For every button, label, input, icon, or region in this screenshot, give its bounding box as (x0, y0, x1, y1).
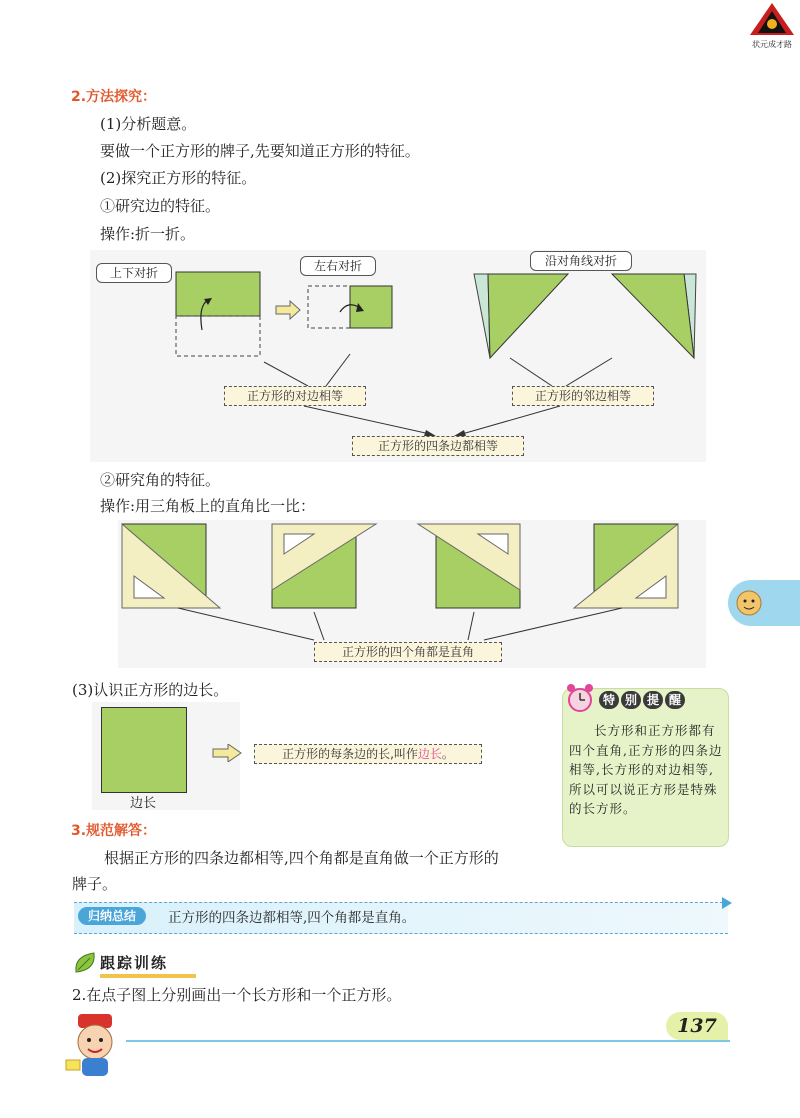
tip-title-char: 提 (643, 691, 663, 709)
tip-title-char: 特 (599, 691, 619, 709)
mascot-icon (64, 1010, 128, 1080)
alarm-clock-icon (565, 683, 595, 713)
publisher-logo (748, 2, 796, 48)
footer-rule (126, 1040, 730, 1042)
box-all-right-angles: 正方形的四个角都是直角 (314, 642, 502, 662)
sides-step: ①研究边的特征。 (100, 197, 221, 215)
tracking-header (72, 950, 200, 976)
tip-title-char: 醒 (665, 691, 685, 709)
fold-figure-drawing (90, 250, 706, 462)
tip-title (599, 691, 685, 709)
label-fold-leftright: 左右对折 (300, 256, 376, 276)
definition-end: 。 (441, 747, 454, 761)
side-length-definition (254, 744, 482, 764)
explore-step: (2)探究正方形的特征。 (100, 169, 257, 187)
side-length-heading: (3)认识正方形的边长。 (72, 681, 229, 699)
arrow-tip-icon (722, 897, 732, 909)
summary-text: 正方形的四条边都相等,四个角都是直角。 (168, 910, 416, 926)
angle-figure-panel (118, 520, 706, 668)
definition-highlight: 边长 (417, 747, 442, 761)
special-reminder-box (562, 688, 729, 847)
tip-text: 长方形和正方形都有四个直角,正方形的四条边相等,长方形的对边相等,所以可以说正方形是特殊的长方形。 (569, 723, 723, 816)
summary-label: 归纳总结 (78, 907, 146, 925)
analysis-step: (1)分析题意。 (100, 115, 197, 133)
answer-heading: 3.规范解答： (71, 823, 157, 839)
page-number: 137 (677, 1015, 717, 1037)
answer-line-1: 根据正方形的四条边都相等,四个角都是直角做一个正方形的 (104, 849, 499, 867)
right-arrow-icon (212, 744, 242, 762)
summary-bar (74, 902, 728, 934)
fold-figure-panel (90, 250, 706, 462)
logo-caption: 状元成才路 (752, 40, 792, 49)
label-fold-updown: 上下对折 (96, 263, 172, 283)
leaf-icon (72, 950, 98, 976)
answer-line-2: 牌子。 (72, 875, 118, 893)
mascot-face-icon (734, 588, 764, 618)
analysis-text: 要做一个正方形的牌子,先要知道正方形的特征。 (100, 142, 420, 160)
logo-mark-icon (748, 2, 796, 36)
definition-text: 正方形的每条边的长,叫作 (282, 747, 418, 761)
side-tab (728, 580, 800, 626)
box-opposite-sides: 正方形的对边相等 (224, 386, 366, 406)
tracking-label: 跟踪训练 (100, 952, 196, 978)
box-adjacent-sides: 正方形的邻边相等 (512, 386, 654, 406)
square-shape (101, 707, 187, 793)
page-number-badge (666, 1012, 728, 1040)
method-heading: 2.方法探究： (71, 89, 157, 105)
tip-title-char: 别 (621, 691, 641, 709)
fold-operation: 操作:折一折。 (100, 225, 196, 243)
box-all-sides-equal: 正方形的四条边都相等 (352, 436, 524, 456)
label-fold-diagonal: 沿对角线对折 (530, 251, 632, 271)
angles-operation: 操作:用三角板上的直角比一比： (100, 497, 316, 515)
exercise-2: 2.在点子图上分别画出一个长方形和一个正方形。 (72, 986, 402, 1004)
side-length-caption: 边长 (130, 796, 157, 811)
angles-step: ②研究角的特征。 (100, 471, 221, 489)
